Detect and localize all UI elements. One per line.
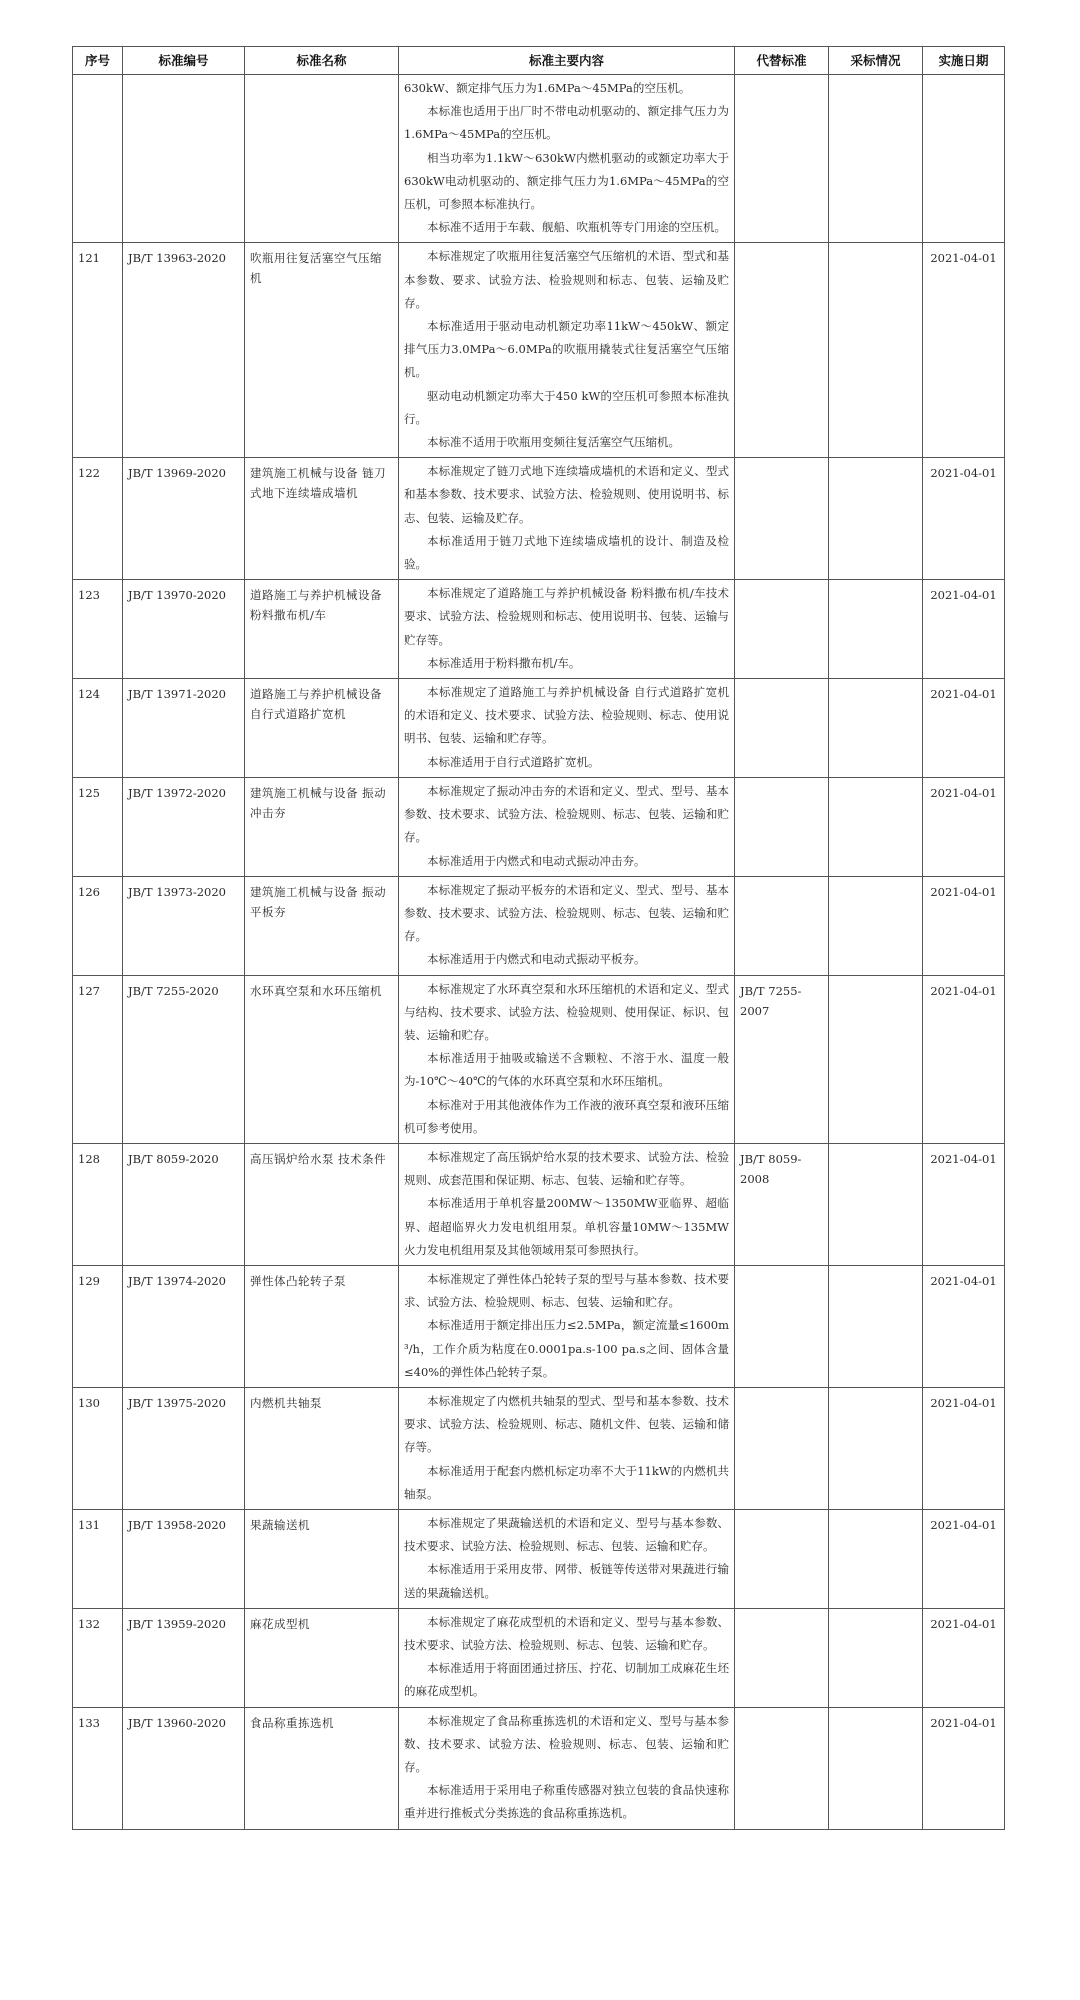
table-row [73, 1707, 1005, 1829]
replaced-standard-cell: JB/T 8059-2008 [735, 1143, 829, 1265]
standards-table [72, 46, 1005, 1830]
standard-name-cell: 内燃机共轴泵 [245, 1387, 399, 1509]
content-paragraph: 本标准规定了振动冲击夯的术语和定义、型式、型号、基本参数、技术要求、试验方法、检验规则、标志、包装、运输和贮存。 [404, 783, 729, 845]
adoption-status-cell [829, 1509, 923, 1608]
implementation-date-cell: 2021-04-01 [923, 1143, 1005, 1265]
implementation-date-cell: 2021-04-01 [923, 1265, 1005, 1387]
table-row [73, 1509, 1005, 1608]
content-paragraph: 本标准规定了振动平板夯的术语和定义、型式、型号、基本参数、技术要求、试验方法、检验规则、标志、包装、运输和贮存。 [404, 882, 729, 944]
table-row [73, 777, 1005, 876]
content-paragraph: 驱动电动机额定功率大于450 kW的空压机可参照本标准执行。 [404, 388, 729, 426]
header-adoption-status: 采标情况 [829, 47, 923, 75]
content-paragraph: 本标准规定了水环真空泵和水环压缩机的术语和定义、型式与结构、技术要求、试验方法、检验规则、使用保证、标识、包装、运输和贮存。 [404, 981, 729, 1042]
content-paragraph: 本标准也适用于出厂时不带电动机驱动的、额定排气压力为1.6MPa～45MPa的空压机。 [404, 104, 729, 142]
table-row [73, 975, 1005, 1143]
content-paragraph: 相当功率为1.1kW～630kW内燃机驱动的或额定功率大于630kW电动机驱动的、额定排气压力为1.6MPa～45MPa的空压机，可参照本标准执行。 [404, 150, 729, 212]
implementation-date-cell: 2021-04-01 [923, 1509, 1005, 1608]
replaced-standard-cell [735, 679, 829, 778]
replaced-standard-cell [735, 1509, 829, 1608]
adoption-status-cell [829, 243, 923, 458]
adoption-status-cell [829, 975, 923, 1143]
replaced-standard-cell [735, 75, 829, 243]
standard-code-cell: JB/T 13972-2020 [123, 777, 245, 876]
standard-name-cell: 高压锅炉给水泵 技术条件 [245, 1143, 399, 1265]
serial-number-cell: 133 [73, 1707, 123, 1829]
content-paragraph: 本标准不适用于吹瓶用变频往复活塞空气压缩机。 [427, 435, 680, 450]
table-body [73, 75, 1005, 1830]
table-row [73, 876, 1005, 975]
content-paragraph: 本标准适用于内燃式和电动式振动平板夯。 [427, 952, 646, 967]
serial-number-cell: 121 [73, 243, 123, 458]
standard-name-cell: 建筑施工机械与设备 振动平板夯 [245, 876, 399, 975]
content-paragraph: 本标准规定了道路施工与养护机械设备 粉料撒布机/车技术要求、试验方法、检验规则和标志、使用说明书、包装、运输与贮存等。 [404, 586, 729, 647]
header-main-content: 标准主要内容 [399, 47, 735, 75]
replaced-standard-cell [735, 458, 829, 580]
adoption-status-cell [829, 1707, 923, 1829]
main-content-cell [399, 458, 735, 580]
replaced-standard-cell: JB/T 7255-2007 [735, 975, 829, 1143]
implementation-date-cell: 2021-04-01 [923, 243, 1005, 458]
replaced-standard-cell [735, 1707, 829, 1829]
content-paragraph: 本标准适用于额定排出压力≤2.5MPa，额定流量≤1600m³/h，工作介质为粘度在0.0001pa.s-100 pa.s之间、固体含量≤40%的弹性体凸轮转子泵。 [404, 1318, 729, 1379]
adoption-status-cell [829, 458, 923, 580]
standard-code-cell: JB/T 13969-2020 [123, 458, 245, 580]
serial-number-cell: 124 [73, 679, 123, 778]
replaced-standard-cell [735, 777, 829, 876]
serial-number-cell: 129 [73, 1265, 123, 1387]
content-paragraph: 本标准适用于驱动电动机额定功率11kW～450kW、额定排气压力3.0MPa～6.0MPa的吹瓶用撬装式往复活塞空气压缩机。 [404, 319, 729, 380]
table-row [73, 75, 1005, 243]
content-paragraph: 本标准规定了麻花成型机的术语和定义、型号与基本参数、技术要求、试验方法、检验规则、标志、包装、运输和贮存。 [404, 1614, 729, 1652]
implementation-date-cell: 2021-04-01 [923, 580, 1005, 679]
table-row [73, 1265, 1005, 1387]
table-row [73, 1608, 1005, 1707]
main-content-cell [399, 1608, 735, 1707]
table-row [73, 1143, 1005, 1265]
main-content-cell [399, 75, 735, 243]
standard-name-cell: 弹性体凸轮转子泵 [245, 1265, 399, 1387]
serial-number-cell: 125 [73, 777, 123, 876]
content-paragraph: 本标准规定了食品称重拣选机的术语和定义、型号与基本参数、技术要求、试验方法、检验规则、标志、包装、运输和贮存。 [404, 1713, 729, 1775]
header-standard-name: 标准名称 [245, 47, 399, 75]
content-paragraph: 本标准适用于采用皮带、网带、板链等传送带对果蔬进行输送的果蔬输送机。 [404, 1562, 729, 1600]
implementation-date-cell: 2021-04-01 [923, 1707, 1005, 1829]
standard-name-cell: 果蔬输送机 [245, 1509, 399, 1608]
replaced-standard-cell [735, 876, 829, 975]
table-row [73, 1387, 1005, 1509]
main-content-cell [399, 1265, 735, 1387]
implementation-date-cell [923, 75, 1005, 243]
implementation-date-cell: 2021-04-01 [923, 458, 1005, 580]
standard-code-cell: JB/T 13970-2020 [123, 580, 245, 679]
standard-name-cell: 水环真空泵和水环压缩机 [245, 975, 399, 1143]
serial-number-cell: 132 [73, 1608, 123, 1707]
main-content-cell [399, 580, 735, 679]
main-content-cell [399, 1509, 735, 1608]
serial-number-cell: 122 [73, 458, 123, 580]
adoption-status-cell [829, 75, 923, 243]
adoption-status-cell [829, 1387, 923, 1509]
main-content-cell [399, 243, 735, 458]
content-paragraph: 本标准规定了链刀式地下连续墙成墙机的术语和定义、型式和基本参数、技术要求、试验方法、检验规则、使用说明书、标志、包装、运输及贮存。 [404, 464, 729, 525]
serial-number-cell: 126 [73, 876, 123, 975]
table-row [73, 580, 1005, 679]
header-replaced-standard: 代替标准 [735, 47, 829, 75]
standard-code-cell: JB/T 13958-2020 [123, 1509, 245, 1608]
content-paragraph: 本标准适用于单机容量200MW～1350MW亚临界、超临界、超超临界火力发电机组用泵。单机容量10MW～135MW火力发电机组用泵及其他领域用泵可参照执行。 [404, 1196, 729, 1257]
standard-code-cell: JB/T 13971-2020 [123, 679, 245, 778]
content-paragraph: 本标准适用于粉料撒布机/车。 [427, 655, 581, 670]
standard-name-cell: 吹瓶用往复活塞空气压缩机 [245, 243, 399, 458]
adoption-status-cell [829, 1608, 923, 1707]
serial-number-cell: 128 [73, 1143, 123, 1265]
adoption-status-cell [829, 679, 923, 778]
header-standard-code: 标准编号 [123, 47, 245, 75]
serial-number-cell: 131 [73, 1509, 123, 1608]
standard-code-cell: JB/T 13960-2020 [123, 1707, 245, 1829]
implementation-date-cell: 2021-04-01 [923, 679, 1005, 778]
serial-number-cell: 130 [73, 1387, 123, 1509]
content-paragraph: 本标准适用于将面团通过挤压、拧花、切制加工成麻花生坯的麻花成型机。 [404, 1661, 729, 1699]
adoption-status-cell [829, 876, 923, 975]
table-header-row [73, 47, 1005, 75]
standard-name-cell: 食品称重拣选机 [245, 1707, 399, 1829]
standard-code-cell: JB/T 7255-2020 [123, 975, 245, 1143]
implementation-date-cell: 2021-04-01 [923, 975, 1005, 1143]
standard-code-cell: JB/T 13974-2020 [123, 1265, 245, 1387]
replaced-standard-cell [735, 243, 829, 458]
main-content-cell [399, 1387, 735, 1509]
content-paragraph: 本标准不适用于车载、舰船、吹瓶机等专门用途的空压机。 [427, 220, 726, 235]
content-paragraph: 本标准对于用其他液体作为工作液的液环真空泵和液环压缩机可参考使用。 [404, 1097, 729, 1135]
table-row [73, 679, 1005, 778]
main-content-cell [399, 1143, 735, 1265]
content-paragraph: 本标准适用于配套内燃机标定功率不大于11kW的内燃机共轴泵。 [404, 1463, 729, 1501]
standard-name-cell: 道路施工与养护机械设备 粉料撒布机/车 [245, 580, 399, 679]
table-row [73, 458, 1005, 580]
main-content-cell [399, 975, 735, 1143]
standard-name-cell: 道路施工与养护机械设备 自行式道路扩宽机 [245, 679, 399, 778]
serial-number-cell: 123 [73, 580, 123, 679]
content-paragraph: 本标准规定了高压锅炉给水泵的技术要求、试验方法、检验规则、成套范围和保证期、标志、包装、运输和贮存等。 [404, 1149, 729, 1188]
adoption-status-cell [829, 1143, 923, 1265]
adoption-status-cell [829, 580, 923, 679]
content-paragraph: 本标准适用于采用电子称重传感器对独立包装的食品快速称重并进行推板式分类拣选的食品称重拣选机。 [404, 1783, 729, 1821]
standard-code-cell: JB/T 8059-2020 [123, 1143, 245, 1265]
implementation-date-cell: 2021-04-01 [923, 777, 1005, 876]
standard-code-cell: JB/T 13973-2020 [123, 876, 245, 975]
content-paragraph: 本标准规定了道路施工与养护机械设备 自行式道路扩宽机的术语和定义、技术要求、试验方法、检验规则、标志、使用说明书、包装、运输和贮存等。 [404, 685, 729, 746]
standard-code-cell: JB/T 13975-2020 [123, 1387, 245, 1509]
main-content-cell [399, 876, 735, 975]
implementation-date-cell: 2021-04-01 [923, 1387, 1005, 1509]
standard-name-cell [245, 75, 399, 243]
adoption-status-cell [829, 1265, 923, 1387]
implementation-date-cell: 2021-04-01 [923, 1608, 1005, 1707]
header-implementation-date: 实施日期 [923, 47, 1005, 75]
content-paragraph: 630kW、额定排气压力为1.6MPa～45MPa的空压机。 [404, 81, 691, 95]
adoption-status-cell [829, 777, 923, 876]
standard-code-cell [123, 75, 245, 243]
header-serial-number: 序号 [73, 47, 123, 75]
main-content-cell [399, 1707, 735, 1829]
standard-name-cell: 建筑施工机械与设备 振动冲击夯 [245, 777, 399, 876]
implementation-date-cell: 2021-04-01 [923, 876, 1005, 975]
content-paragraph: 本标准适用于抽吸或输送不含颗粒、不溶于水、温度一般为-10℃～40℃的气体的水环真空泵和水环压缩机。 [404, 1051, 729, 1089]
main-content-cell [399, 679, 735, 778]
content-paragraph: 本标准规定了弹性体凸轮转子泵的型号与基本参数、技术要求、试验方法、检验规则、标志、包装、运输和贮存。 [404, 1271, 729, 1310]
replaced-standard-cell [735, 1387, 829, 1509]
content-paragraph: 本标准规定了内燃机共轴泵的型式、型号和基本参数、技术要求、试验方法、检验规则、标志、随机文件、包装、运输和储存等。 [404, 1393, 729, 1455]
serial-number-cell [73, 75, 123, 243]
replaced-standard-cell [735, 1265, 829, 1387]
standard-name-cell: 建筑施工机械与设备 链刀式地下连续墙成墙机 [245, 458, 399, 580]
content-paragraph: 本标准适用于内燃式和电动式振动冲击夯。 [427, 853, 646, 868]
table-row [73, 243, 1005, 458]
replaced-standard-cell [735, 1608, 829, 1707]
standard-code-cell: JB/T 13963-2020 [123, 243, 245, 458]
content-paragraph: 本标准规定了吹瓶用往复活塞空气压缩机的术语、型式和基本参数、要求、试验方法、检验规则和标志、包装、运输及贮存。 [404, 249, 729, 310]
standard-code-cell: JB/T 13959-2020 [123, 1608, 245, 1707]
content-paragraph: 本标准适用于自行式道路扩宽机。 [427, 754, 600, 769]
standard-name-cell: 麻花成型机 [245, 1608, 399, 1707]
main-content-cell [399, 777, 735, 876]
content-paragraph: 本标准适用于链刀式地下连续墙成墙机的设计、制造及检验。 [404, 533, 729, 572]
content-paragraph: 本标准规定了果蔬输送机的术语和定义、型号与基本参数、技术要求、试验方法、检验规则、标志、包装、运输和贮存。 [404, 1515, 729, 1554]
replaced-standard-cell [735, 580, 829, 679]
serial-number-cell: 127 [73, 975, 123, 1143]
standards-document-page [72, 46, 1004, 1830]
